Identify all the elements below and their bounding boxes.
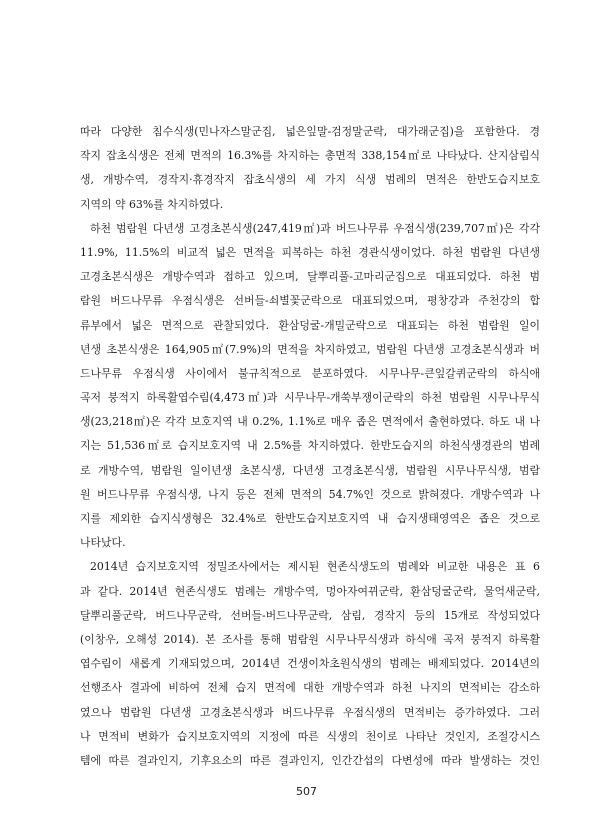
text-line: 생(23,218㎡)은 각각 보호지역 내 0.2%, 1.1%로 매우 좁은 면적에서 출현하였다. 하도 내 나	[80, 415, 540, 429]
text-line: 였으나 범람원 다년생 고경초본식생과 버드나무류 우점식생의 면적비는 증가하였다. 그러	[80, 705, 540, 719]
text-line: 고경초본식생은 개방수역과 접하고 있으며, 달뿌리풀-고마리군집으로 대표되었다. 하천 범	[80, 270, 540, 284]
text-line: 로 개방수역, 범람원 일이년생 초본식생, 다년생 고경초본식생, 범람원 시무나무식생, 범람	[80, 463, 540, 477]
text-line: 과 같다. 2014년 현존식생도 범례는 개방수역, 멍아자여뀌군락, 환삼덩굴군락, 물억새군락,	[80, 584, 540, 598]
text-line: 11.9%, 11.5%의 비교적 넓은 면적을 피복하는 하천 경관식생이었다. 하천 범람원 다년생	[80, 245, 540, 259]
text-line: 나타났다.	[80, 536, 126, 550]
text-line: 년생 초본식생은 164,905㎡(7.9%)의 면적을 차지하였고, 범람원 다년생 고경초본식생과 버	[80, 342, 540, 356]
text-line: (이창우, 오해성 2014). 본 조사를 통해 범람원 시무나무식생과 하식애 곡저 붕적지 하록활	[80, 632, 540, 646]
body-text	[80, 120, 540, 773]
page-number: 507	[296, 785, 317, 798]
text-line: 곡저 붕적지 하록활엽수림(4,473㎡)과 시무나무-개쑥부쟁이군락의 하천 범람원 시무나무식	[80, 391, 540, 405]
text-line: 하천 범람원 다년생 고경초본식생(247,419㎡)과 버드나무류 우점식생(239,707㎡)은 각각	[90, 221, 540, 235]
text-line: 2014년 습지보호지역 정밀조사에서는 제시된 현존식생도의 범례와 비교한 내용은 표 6	[90, 560, 540, 574]
text-line: 람원 버드나무류 우점식생은 선버들-쇠별꽃군락으로 대표되었으며, 평창강과 주천강의 합	[80, 294, 540, 308]
text-line: 지역의 약 63%를 차지하였다.	[80, 197, 224, 211]
text-line: 나 면적비 변화가 습지보호지역의 지정에 따른 식생의 천이로 나타난 것인지, 조절강시스	[80, 729, 540, 743]
text-line: 원 버드나무류 우점식생, 나지 등은 전체 면적의 54.7%인 것으로 밝혀졌다. 개방수역과 나	[80, 487, 540, 501]
text-line: 생, 개방수역, 경작지·휴경작지 잡초식생의 세 가지 식생 범례의 면적은 한반도습지보호	[80, 173, 540, 187]
text-line: 엽수림이 새롭게 기재되었으며, 2014년 건생이차초원식생의 범례는 배제되었다. 2014년의	[80, 657, 540, 671]
text-line: 드나무류 우점식생 사이에서 불규칙적으로 분포하였다. 시무나무-큰잎갈퀴군락의 하식애	[80, 366, 540, 380]
text-line: 지는 51,536㎡로 습지보호지역 내 2.5%를 차지하였다. 한반도습지의 하천식생경관의 범례	[80, 439, 540, 453]
text-line: 템에 따른 결과인지, 기후요소의 따른 결과인지, 인간간섭의 다변성에 따라 발생하는 것인	[80, 753, 540, 767]
text-line: 작지 잡초식생은 전체 면적의 16.3%를 차지하는 총면적 338,154㎡로 나타났다. 산지삼림식	[80, 149, 540, 163]
text-line: 따라 다양한 침수식생(민나자스말군집, 넓은잎말-검정말군락, 대가래군집)을 포함한다. 경	[80, 125, 540, 138]
text-line: 선행조사 결과에 비하여 전체 습지 면적에 대한 개방수역과 하천 나지의 면적비는 감소하	[80, 681, 540, 695]
text-line: 달뿌리풀군락, 버드나무군락, 선버들-버드나무군락, 삼림, 경작지 등의 15개로 작성되었다	[80, 608, 540, 622]
text-line: 지를 제외한 습지식생형은 32.4%로 한반도습지보호지역 내 습지생태영역은 좁은 것으로	[80, 512, 540, 525]
text-line: 류부에서 넓은 면적으로 관찰되었다. 환삼덩굴-개밀군락으로 대표되는 하천 범람원 일이	[80, 318, 540, 332]
